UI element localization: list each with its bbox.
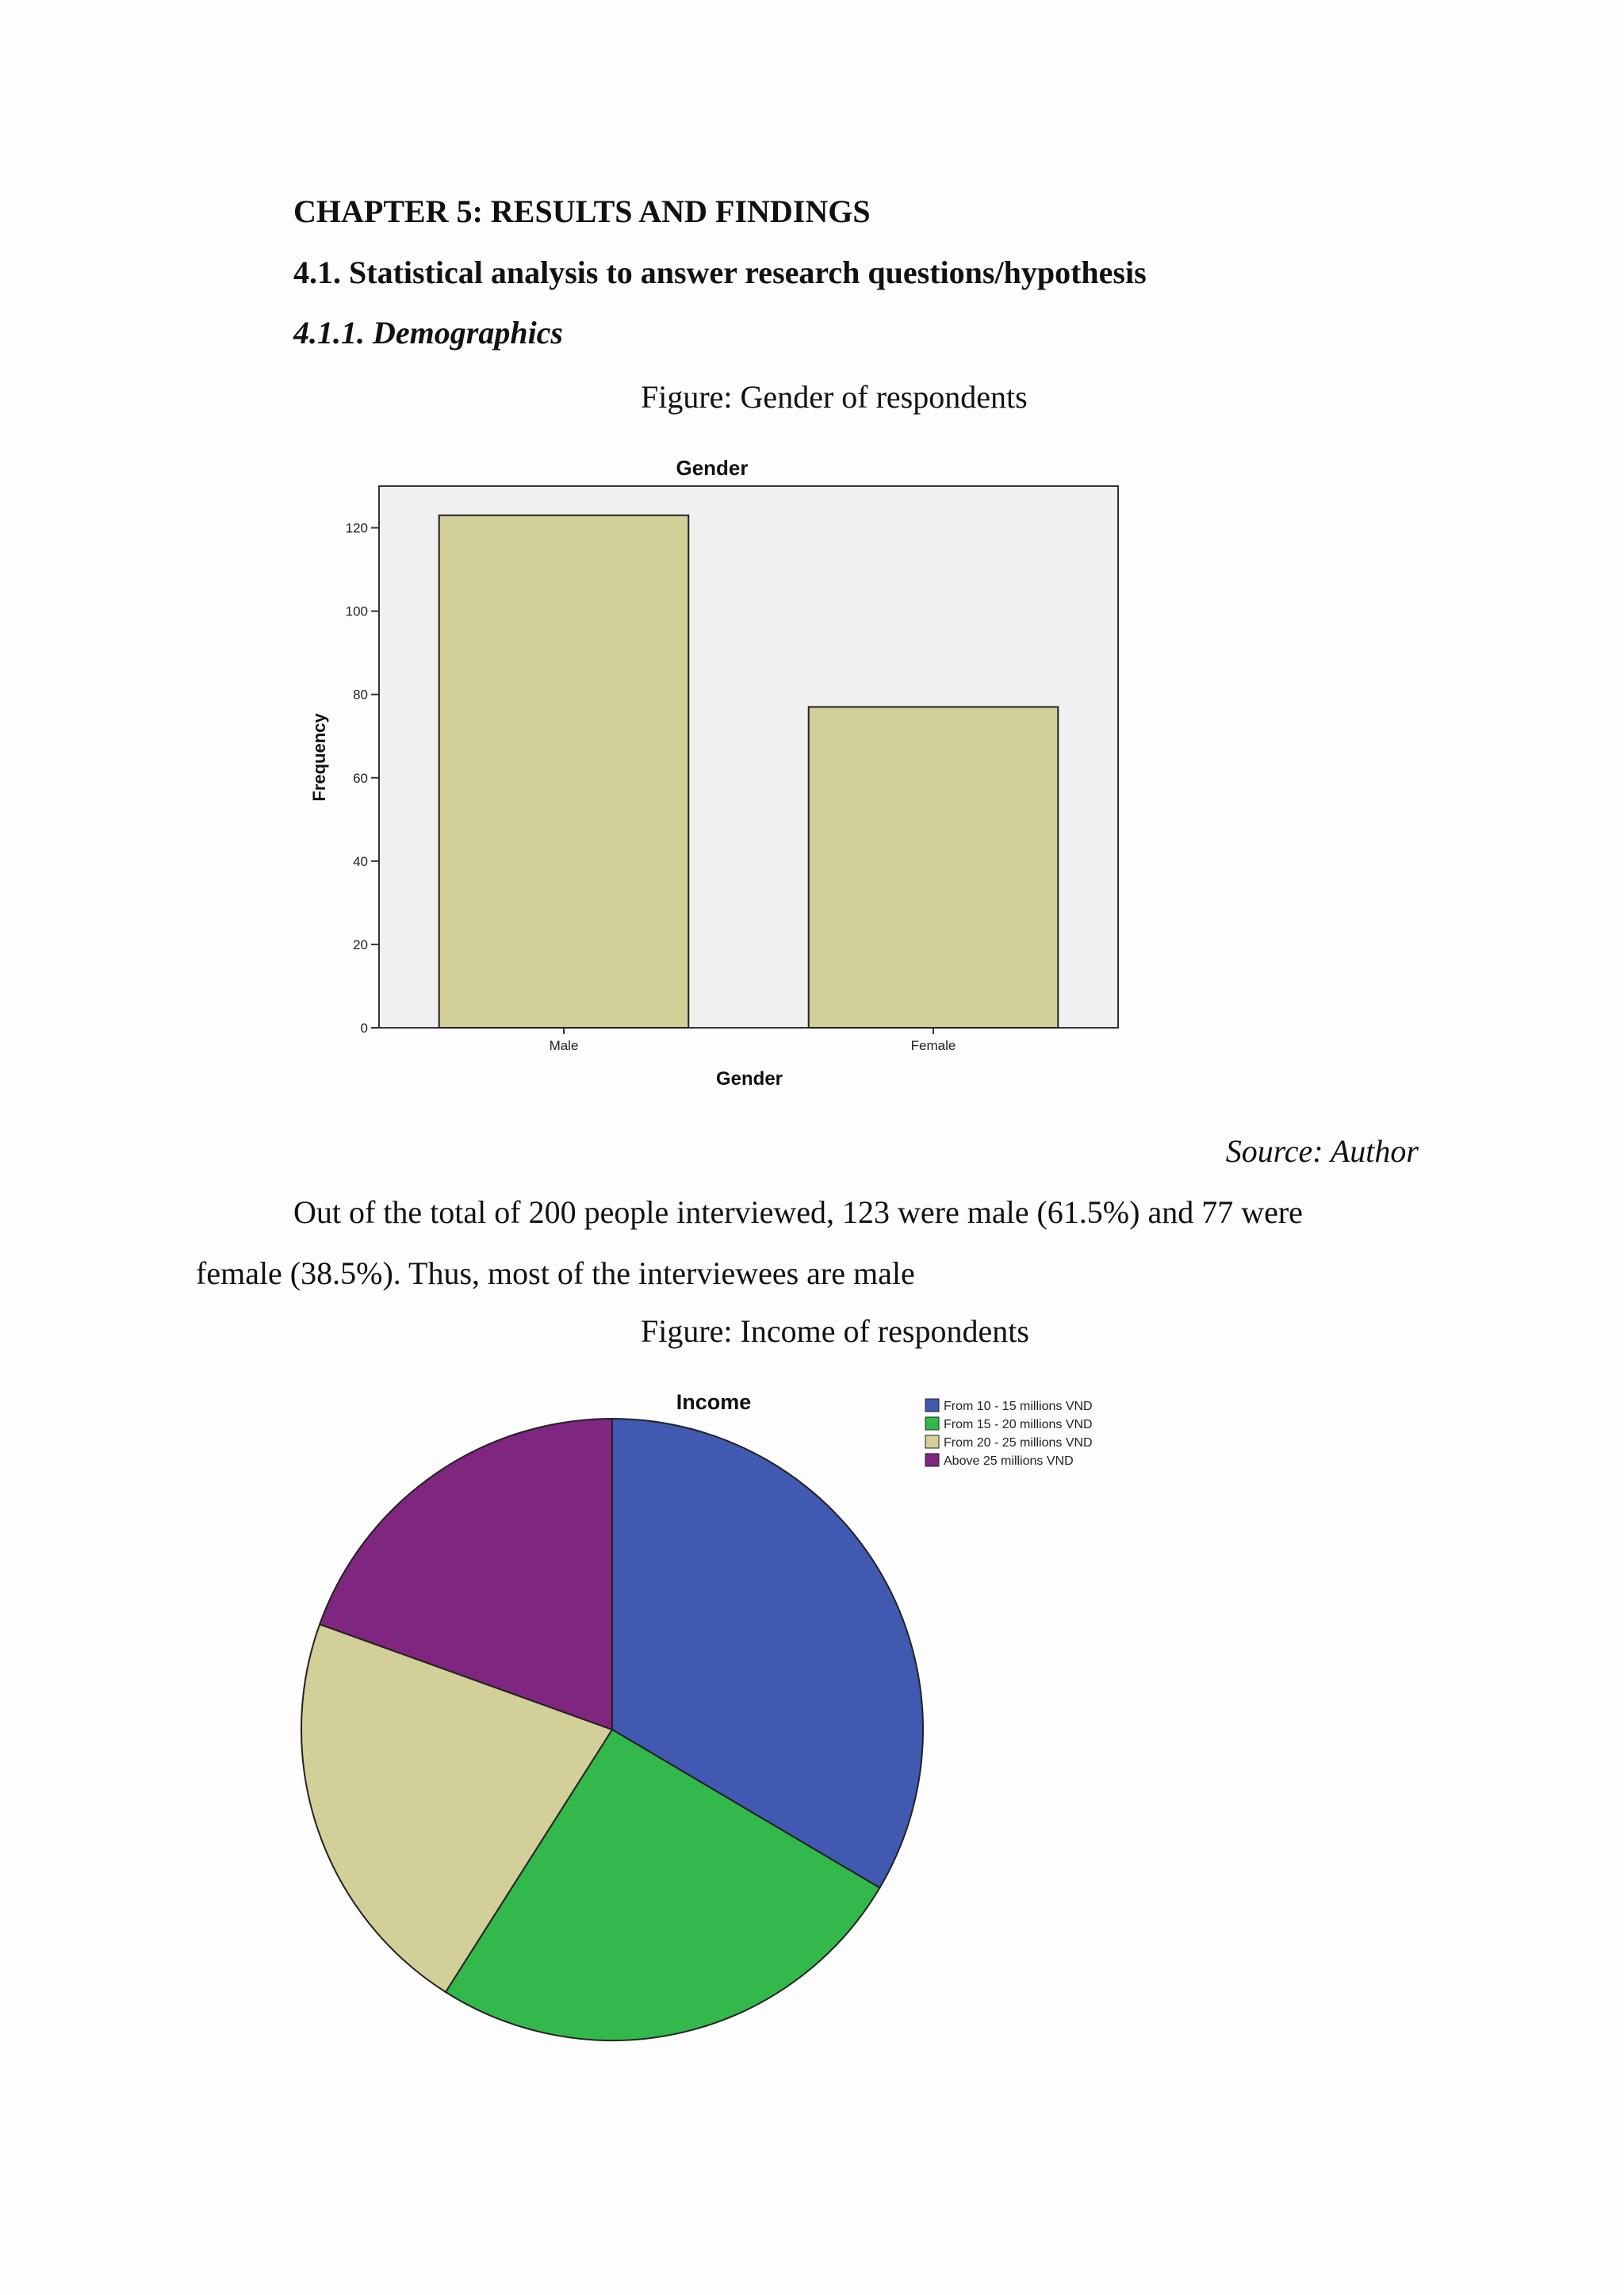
pie-legend xyxy=(925,1399,1093,1468)
chapter-title: CHAPTER 5: RESULTS AND FINDINGS xyxy=(293,193,871,229)
x-tick-label: Female xyxy=(910,1038,956,1053)
paragraph-line-1: Out of the total of 200 people interviewed, 123 were male (61.5%) and 77 were xyxy=(293,1194,1303,1230)
gender-bar-chart xyxy=(301,448,1142,1106)
section-title: 4.1. Statistical analysis to answer research questions/hypothesis xyxy=(293,255,1147,290)
y-axis xyxy=(346,521,379,1036)
bar-male xyxy=(439,515,689,1028)
figure1-caption: Figure: Gender of respondents xyxy=(641,379,1028,415)
legend-label: From 10 - 15 millions VND xyxy=(944,1400,1093,1413)
legend-swatch xyxy=(925,1454,939,1466)
legend-swatch xyxy=(925,1435,939,1448)
pie-chart-title: Income xyxy=(676,1390,752,1414)
income-pie-chart xyxy=(293,1380,1134,2062)
figure1-source: Source: Author xyxy=(1225,1133,1419,1169)
y-tick-label: 120 xyxy=(345,520,368,536)
bar-female xyxy=(809,707,1059,1028)
legend-label: From 20 - 25 millions VND xyxy=(944,1436,1093,1450)
bar-chart-ylabel: Frequency xyxy=(309,713,329,802)
legend-swatch xyxy=(925,1417,939,1430)
y-tick-label: 80 xyxy=(353,687,368,703)
y-tick-label: 60 xyxy=(353,770,368,786)
pie-slices xyxy=(301,1419,923,2040)
legend-label: Above 25 millions VND xyxy=(944,1454,1074,1468)
bar-chart-xlabel: Gender xyxy=(715,1068,783,1090)
bar-chart-title: Gender xyxy=(676,456,749,480)
y-tick-label: 20 xyxy=(353,937,368,952)
y-tick-label: 100 xyxy=(345,603,368,619)
subsection-title: 4.1.1. Demographics xyxy=(293,315,563,351)
x-tick-label: Male xyxy=(549,1038,579,1053)
x-axis xyxy=(550,1028,956,1053)
figure2-caption: Figure: Income of respondents xyxy=(641,1313,1029,1349)
legend-swatch xyxy=(925,1399,939,1412)
paragraph-line-2: female (38.5%). Thus, most of the interviewees are male xyxy=(196,1255,915,1291)
y-tick-label: 0 xyxy=(360,1021,368,1036)
y-tick-label: 40 xyxy=(353,853,368,869)
legend-label: From 15 - 20 millions VND xyxy=(944,1418,1093,1431)
